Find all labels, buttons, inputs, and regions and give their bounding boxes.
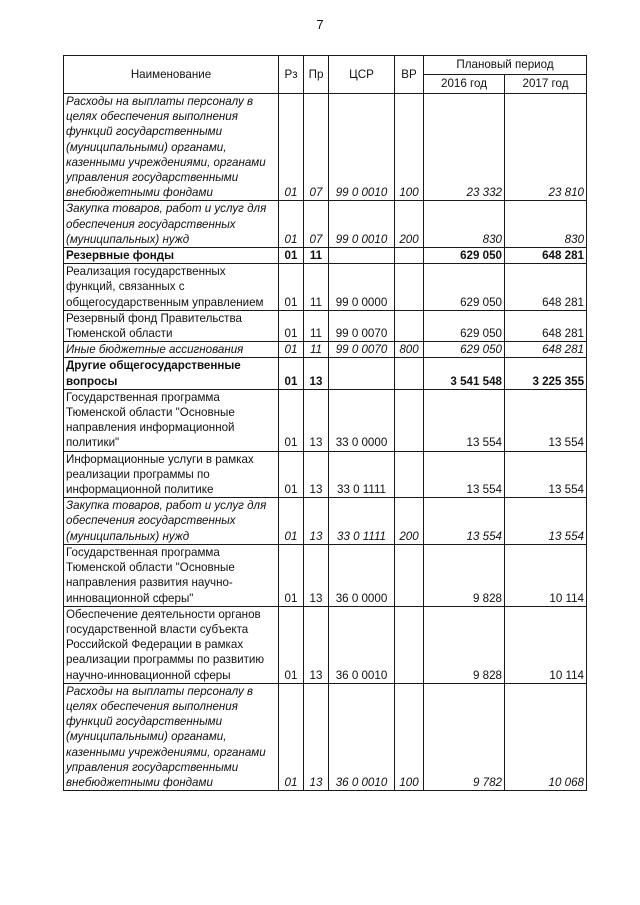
- table-body: [64, 94, 587, 791]
- row-amount-2017: 648 281: [505, 248, 587, 264]
- table-row: [64, 358, 587, 389]
- row-amount-2017: 10 114: [505, 606, 587, 683]
- row-name: Расходы на выплаты персоналу в целях обеспечения выполнения функций государственными (муниципальными) органами, казенными учреждениями, органами управления государственными внебюджетными фондами: [64, 683, 279, 790]
- row-csr: 99 0 0010: [329, 94, 395, 201]
- row-csr: 99 0 0010: [329, 201, 395, 248]
- header-planned-period: Плановый период: [424, 56, 587, 75]
- row-name: Государственная программа Тюменской области "Основные направления развития научно-инновационной сферы": [64, 544, 279, 606]
- row-amount-2017: 23 810: [505, 94, 587, 201]
- row-amount-2017: 10 068: [505, 683, 587, 790]
- row-csr: 99 0 0000: [329, 264, 395, 311]
- row-amount-2016: 629 050: [424, 248, 505, 264]
- row-amount-2016: 629 050: [424, 264, 505, 311]
- row-csr: 36 0 0010: [329, 606, 395, 683]
- row-rz: 01: [279, 342, 304, 358]
- table-row: [64, 683, 587, 790]
- row-name: Иные бюджетные ассигнования: [64, 342, 279, 358]
- row-amount-2017: 648 281: [505, 310, 587, 341]
- row-amount-2016: 9 828: [424, 606, 505, 683]
- row-rz: 01: [279, 264, 304, 311]
- row-amount-2017: 13 554: [505, 498, 587, 545]
- row-rz: 01: [279, 544, 304, 606]
- row-vr: 200: [395, 498, 424, 545]
- row-pr: 07: [304, 201, 329, 248]
- row-vr: 100: [395, 683, 424, 790]
- row-csr: 36 0 0010: [329, 683, 395, 790]
- row-amount-2016: 9 782: [424, 683, 505, 790]
- table-row: [64, 451, 587, 498]
- row-name: Закупка товаров, работ и услуг для обеспечения государственных (муниципальных) нужд: [64, 498, 279, 545]
- row-vr: [395, 248, 424, 264]
- row-csr: 99 0 0070: [329, 342, 395, 358]
- row-csr: 33 0 1111: [329, 451, 395, 498]
- row-csr: [329, 358, 395, 389]
- table-row: [64, 498, 587, 545]
- table-row: [64, 389, 587, 451]
- table-row: [64, 342, 587, 358]
- row-name: Другие общегосударственные вопросы: [64, 358, 279, 389]
- row-amount-2017: 648 281: [505, 264, 587, 311]
- row-name: Закупка товаров, работ и услуг для обеспечения государственных (муниципальных) нужд: [64, 201, 279, 248]
- header-year-2017: 2017 год: [505, 75, 587, 94]
- row-amount-2016: 13 554: [424, 498, 505, 545]
- row-rz: 01: [279, 451, 304, 498]
- row-amount-2017: 648 281: [505, 342, 587, 358]
- row-amount-2016: 3 541 548: [424, 358, 505, 389]
- row-pr: 13: [304, 544, 329, 606]
- table-row: [64, 94, 587, 201]
- header-rz: Рз: [279, 56, 304, 94]
- row-amount-2016: 13 554: [424, 389, 505, 451]
- header-csr: ЦСР: [329, 56, 395, 94]
- row-csr: 33 0 1111: [329, 498, 395, 545]
- row-csr: 36 0 0000: [329, 544, 395, 606]
- row-pr: 11: [304, 264, 329, 311]
- row-rz: 01: [279, 683, 304, 790]
- header-name: Наименование: [64, 56, 279, 94]
- row-rz: 01: [279, 358, 304, 389]
- row-amount-2017: 3 225 355: [505, 358, 587, 389]
- row-vr: 200: [395, 201, 424, 248]
- row-rz: 01: [279, 310, 304, 341]
- table-row: [64, 310, 587, 341]
- row-rz: 01: [279, 201, 304, 248]
- row-vr: [395, 310, 424, 341]
- row-amount-2017: 13 554: [505, 451, 587, 498]
- row-pr: 07: [304, 94, 329, 201]
- header-vr: ВР: [395, 56, 424, 94]
- row-vr: 800: [395, 342, 424, 358]
- row-pr: 11: [304, 310, 329, 341]
- table-row: [64, 248, 587, 264]
- row-vr: [395, 451, 424, 498]
- page-number: 7: [316, 17, 324, 32]
- row-amount-2016: 830: [424, 201, 505, 248]
- row-vr: [395, 264, 424, 311]
- row-rz: 01: [279, 94, 304, 201]
- row-amount-2016: 9 828: [424, 544, 505, 606]
- table-row: [64, 264, 587, 311]
- row-amount-2017: 830: [505, 201, 587, 248]
- row-vr: [395, 544, 424, 606]
- budget-table: [63, 55, 587, 791]
- row-amount-2016: 629 050: [424, 342, 505, 358]
- row-name: Обеспечение деятельности органов государственной власти субъекта Российской Федерации в рамках реализации программы по развитию научно-инновационной сферы: [64, 606, 279, 683]
- row-pr: 13: [304, 606, 329, 683]
- row-csr: 99 0 0070: [329, 310, 395, 341]
- row-pr: 13: [304, 683, 329, 790]
- row-rz: 01: [279, 248, 304, 264]
- row-pr: 11: [304, 342, 329, 358]
- table-row: [64, 606, 587, 683]
- row-rz: 01: [279, 498, 304, 545]
- row-pr: 13: [304, 451, 329, 498]
- row-name: Резервные фонды: [64, 248, 279, 264]
- row-csr: [329, 248, 395, 264]
- row-pr: 13: [304, 389, 329, 451]
- row-name: Государственная программа Тюменской области "Основные направления информационной политики": [64, 389, 279, 451]
- header-year-2016: 2016 год: [424, 75, 505, 94]
- row-name: Резервный фонд Правительства Тюменской области: [64, 310, 279, 341]
- row-name: Реализация государственных функций, связанных с общегосударственным управлением: [64, 264, 279, 311]
- table-row: [64, 201, 587, 248]
- row-amount-2017: 13 554: [505, 389, 587, 451]
- row-vr: [395, 606, 424, 683]
- row-amount-2016: 629 050: [424, 310, 505, 341]
- header-pr: Пр: [304, 56, 329, 94]
- row-rz: 01: [279, 389, 304, 451]
- row-rz: 01: [279, 606, 304, 683]
- row-pr: 13: [304, 358, 329, 389]
- row-amount-2016: 23 332: [424, 94, 505, 201]
- row-name: Расходы на выплаты персоналу в целях обеспечения выполнения функций государственными (муниципальными) органами, казенными учреждениями, органами управления государственными внебюджетными фондами: [64, 94, 279, 201]
- row-pr: 13: [304, 498, 329, 545]
- row-pr: 11: [304, 248, 329, 264]
- row-amount-2016: 13 554: [424, 451, 505, 498]
- row-vr: 100: [395, 94, 424, 201]
- row-name: Информационные услуги в рамках реализации программы по информационной политике: [64, 451, 279, 498]
- table-row: [64, 544, 587, 606]
- row-amount-2017: 10 114: [505, 544, 587, 606]
- row-csr: 33 0 0000: [329, 389, 395, 451]
- row-vr: [395, 389, 424, 451]
- row-vr: [395, 358, 424, 389]
